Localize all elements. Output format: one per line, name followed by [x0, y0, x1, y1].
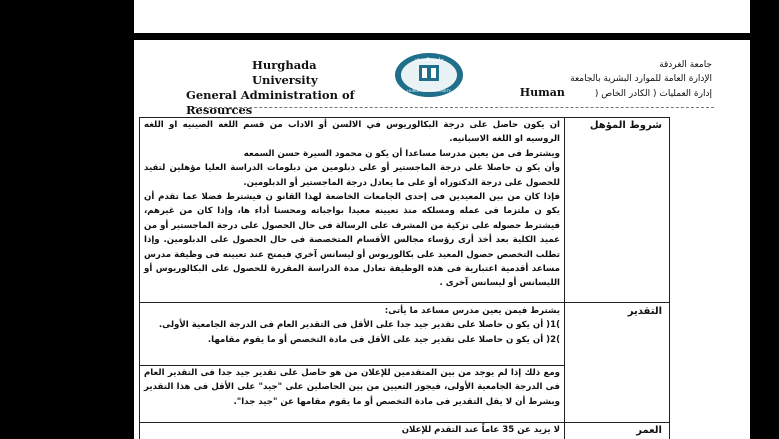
header-en-line2: General Administration of	[186, 88, 355, 102]
table-left-border	[139, 117, 140, 439]
cell-grade-exception	[144, 366, 560, 409]
grade-paragraph: )1( أن يكو ن حاصلا على تقدير جيد جدا على الأقل فى التقدير العام فى الدرجة الجامعية الأولى.	[158, 320, 560, 331]
document-page	[134, 40, 750, 439]
header-en-human: Human	[519, 86, 565, 99]
table-right-border	[669, 117, 670, 439]
qualification-paragraph: ان يكون حاصل على درجة البكالوريوس في الالسن أو الاداب من قسم اللغه الصينيه او اللغه الروسيه او اللغه الاسبانيه.	[144, 120, 560, 145]
cell-grade	[144, 304, 560, 347]
page-separator	[134, 33, 750, 40]
header-ar-line3: إدارة العمليات ( الكادر الخاص (	[594, 89, 712, 99]
grade-exception-paragraph: ومع ذلك إذا لم يوجد من بين المتقدمين للإعلان من هو حاصل على تقدير جيد جدا فى التقدير العام فى الدرجة الجامعية الأولى، فيجوز التعيين من بين الحاصلين على "جيد" على الأقل فى هذا التقدير وبشرط أن لا يقل التقدير فى مادة التخصص أو ما يقوم مقامها عن "جيد جدا".	[144, 368, 560, 407]
requirements-table	[134, 40, 750, 439]
logo-arabic-text: جامعة الغردقة	[414, 57, 444, 63]
label-qualification: شروط المؤهل	[589, 120, 662, 131]
qualification-paragraph: ويشترط فى من يعين مدرسا مساعدا أن يكو ن محمود السيرة حسن السمعه	[243, 148, 560, 159]
header-ar-line1: جامعة الغردقة	[659, 60, 712, 70]
label-grade: التقدير	[627, 306, 662, 317]
label-age: العمر	[636, 425, 662, 436]
header-en-line3: Resources	[186, 103, 253, 117]
left-dark-margin	[0, 0, 134, 439]
cell-age	[144, 423, 560, 437]
header-en-line1: Hurghada University	[252, 58, 318, 87]
row-divider-1	[139, 302, 670, 303]
right-dark-margin	[750, 0, 779, 439]
qualification-paragraph: فإذا كان من بين المعيدين فى إحدى الجامعات الخاضعة لهذا القانو ن فيشترط فضلا عما تقدم أن يكو ن ملتزما فى عمله ومسلكه منذ تعيينه معيدا بواجباته ومحسنا أداء ها، وإذا كان من غيرهم، فيشترط حصوله على تزكية من المشرف على الرسالة فى حال الحصول على درجة الماجستير أو من عميد الكلية بعد أخذ أرى رؤساء مجالس الأقسام المتخصصة فى حال الحصول على الدبلومين. وإذا تطلب التخصص حصول المعيد على بكالوريوس أو ليسانس آخري فيمنح عند تعيينه فى وظيفة مدرس مساعد أقدمية اعتبارية فى هذه الوظيفة تعادل مدة الدراسة المقررة للحصول على البكالوريوس أو الليسانس أو ليسانس آخرى .	[144, 192, 560, 289]
cell-qualification	[144, 118, 560, 291]
logo-english-text: HURGHADA UNIVERSITY	[407, 89, 451, 93]
qualification-paragraph: وأن يكو ن حاصلا على درجة الماجستير أو على دبلومين من دبلومات الدراسة العليا مؤهلين لتقيد للحصول على درجة الدكتوراه أو على ما يعادل درجة الماجستير أو الدبلومين.	[144, 163, 560, 188]
age-paragraph: لا يزيد عن 35 عاماً عند التقدم للإعلان	[401, 425, 560, 435]
grade-paragraph: )2( أن يكو ن حاصلا على تقدير جيد على الأقل فى مادة التخصص أو ما يقوم مقامها.	[207, 334, 560, 345]
table-column-divider	[564, 117, 565, 439]
previous-page-bottom	[134, 0, 750, 33]
header-ar-line2: الإدارة العامة للموارد البشرية بالجامعة	[570, 74, 712, 84]
grade-paragraph: يشترط فيمن يعين مدرس مساعد ما يأتى:	[384, 306, 560, 316]
